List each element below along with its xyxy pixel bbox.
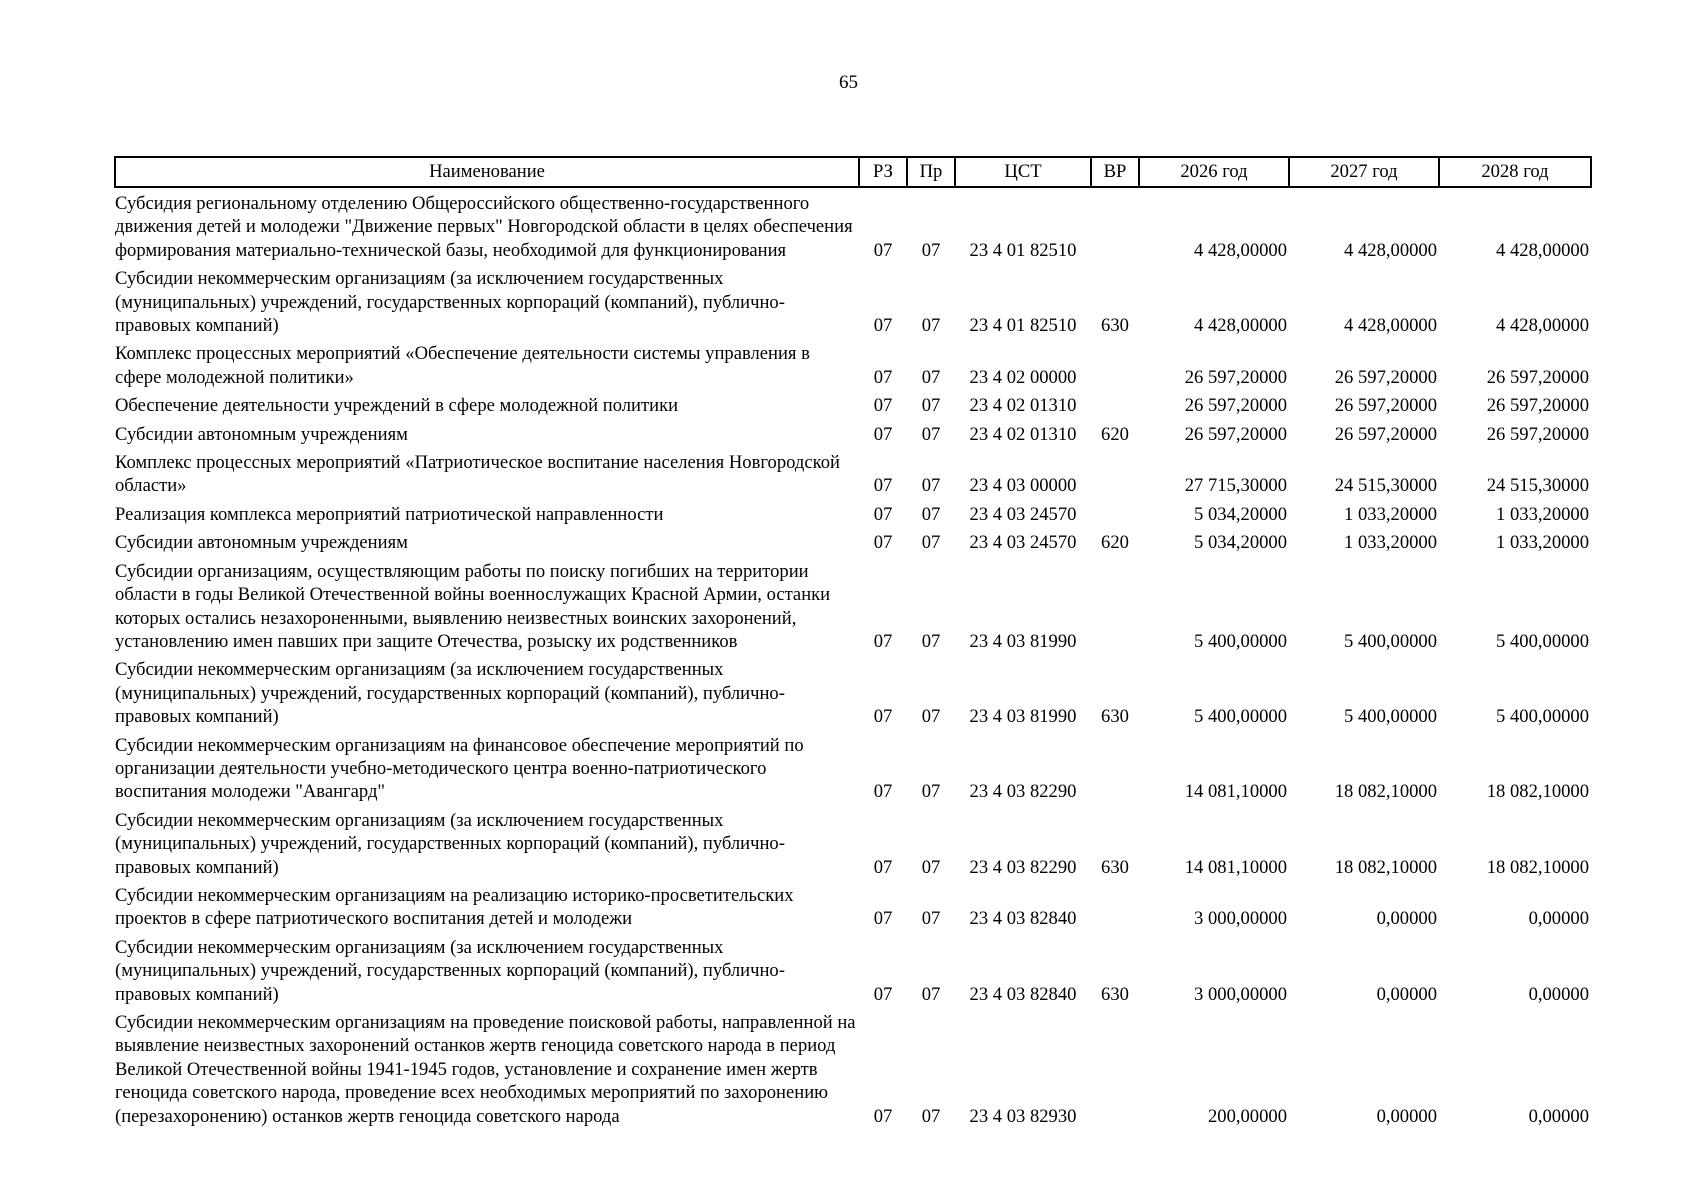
cell-rz: 07: [873, 366, 893, 388]
cell-name: Субсидии некоммерческим организациям на реализацию историко-просветительских проектов в сфере патриотического воспитания детей и молодежи: [115, 884, 794, 930]
cell-cst: 23 4 03 82840: [969, 983, 1077, 1005]
cell-vr: 620: [1101, 423, 1129, 445]
table-row: [115, 423, 1591, 451]
cell-pr: 07: [921, 239, 941, 261]
cell-rz: 07: [873, 706, 893, 728]
cell-cst: 23 4 03 81990: [969, 706, 1077, 728]
cell-pr: 07: [921, 908, 941, 930]
cell-2026: 3 000,00000: [1194, 908, 1287, 930]
cell-pr: 07: [921, 706, 941, 728]
cell-2026: 26 597,20000: [1184, 395, 1287, 417]
cell-2026: 3 000,00000: [1194, 983, 1287, 1005]
cell-2028: 26 597,20000: [1486, 395, 1589, 417]
cell-rz: 07: [873, 983, 893, 1005]
cell-2027: 26 597,20000: [1334, 366, 1437, 388]
table-row: [115, 451, 1591, 503]
cell-pr: 07: [921, 532, 941, 554]
cell-vr: [1091, 503, 1139, 531]
table-row: [115, 884, 1591, 936]
cell-2028: 18 082,10000: [1486, 781, 1589, 803]
cell-name: Субсидии некоммерческим организациям на финансовое обеспечение мероприятий по организации деятельности учебно-методического центра военно-патриотического воспитания молодежи "Авангард": [115, 734, 804, 803]
table-row: [115, 342, 1591, 394]
cell-rz: 07: [873, 395, 893, 417]
header-vr: ВР: [1091, 157, 1139, 187]
cell-rz: 07: [873, 475, 893, 497]
cell-rz: 07: [873, 781, 893, 803]
table-body: [115, 187, 1591, 1133]
cell-name: Субсидии некоммерческим организациям (за исключением государственных (муниципальных) учреждений, государственных корпораций (компаний), публично-правовых компаний): [115, 936, 785, 1005]
cell-cst: 23 4 03 82290: [969, 856, 1077, 878]
cell-name: Обеспечение деятельности учреждений в сфере молодежной политики: [115, 395, 679, 417]
cell-rz: 07: [873, 239, 893, 261]
cell-pr: 07: [921, 366, 941, 388]
cell-2026: 5 034,20000: [1194, 503, 1287, 525]
cell-vr: [1091, 394, 1139, 422]
cell-2027: 1 033,20000: [1344, 503, 1437, 525]
cell-2027: 18 082,10000: [1334, 781, 1437, 803]
header-name: Наименование: [115, 157, 859, 187]
cell-rz: 07: [873, 856, 893, 878]
cell-name: Субсидии некоммерческим организациям (за исключением государственных (муниципальных) учреждений, государственных корпораций (компаний), публично-правовых компаний): [115, 809, 785, 878]
table-header: [115, 157, 1591, 187]
cell-2028: 18 082,10000: [1486, 856, 1589, 878]
cell-2027: 1 033,20000: [1344, 532, 1437, 554]
cell-2027: 5 400,00000: [1344, 630, 1437, 652]
cell-pr: 07: [921, 1105, 941, 1127]
cell-2026: 27 715,30000: [1184, 475, 1287, 497]
cell-2028: 4 428,00000: [1496, 315, 1589, 337]
table-row: [115, 503, 1591, 531]
cell-2028: 0,00000: [1528, 1105, 1589, 1127]
table-row: [115, 394, 1591, 422]
table-row: [115, 936, 1591, 1011]
cell-cst: 23 4 01 82510: [969, 315, 1077, 337]
table-row: [115, 560, 1591, 659]
page-number: 65: [839, 72, 858, 93]
cell-name: Субсидии автономным учреждениям: [115, 423, 408, 445]
cell-rz: 07: [873, 908, 893, 930]
cell-2026: 200,00000: [1207, 1105, 1287, 1127]
cell-2028: 0,00000: [1528, 908, 1589, 930]
cell-2028: 0,00000: [1528, 983, 1589, 1005]
cell-2027: 26 597,20000: [1334, 423, 1437, 445]
cell-2026: 26 597,20000: [1184, 366, 1287, 388]
cell-pr: 07: [921, 395, 941, 417]
cell-rz: 07: [873, 1105, 893, 1127]
header-2028: 2028 год: [1439, 157, 1591, 187]
cell-2027: 18 082,10000: [1334, 856, 1437, 878]
cell-2026: 5 400,00000: [1194, 630, 1287, 652]
cell-name: Комплекс процессных мероприятий «Обеспечение деятельности системы управления в сфере молодежной политики»: [115, 343, 810, 388]
cell-vr: [1091, 884, 1139, 936]
cell-2028: 26 597,20000: [1486, 366, 1589, 388]
cell-vr: 620: [1101, 532, 1129, 554]
table-row: [115, 658, 1591, 733]
table-row: [115, 734, 1591, 809]
cell-rz: 07: [873, 532, 893, 554]
table-row: [115, 531, 1591, 559]
cell-name: Субсидии некоммерческим организациям на проведение поисковой работы, направленной на выявление неизвестных захоронений останков жертв геноцида советского народа в период Великой Отечественной войны 1941-1945 годов, установление и сохранение имен жертв геноцида советского народа, проведение всех необходимых мероприятий по захоронению (перезахоронению) останков жертв геноцида советского народа: [115, 1012, 856, 1127]
cell-pr: 07: [921, 630, 941, 652]
table-row: [115, 1011, 1591, 1133]
header-row: [115, 157, 1591, 187]
cell-vr: 630: [1101, 983, 1129, 1005]
cell-vr: 630: [1101, 315, 1129, 337]
cell-2027: 0,00000: [1376, 1105, 1437, 1127]
cell-pr: 07: [921, 503, 941, 525]
cell-vr: [1091, 1011, 1139, 1133]
header-rz: РЗ: [859, 157, 907, 187]
table-row: [115, 809, 1591, 884]
cell-2028: 4 428,00000: [1496, 239, 1589, 261]
cell-2028: 26 597,20000: [1486, 423, 1589, 445]
cell-vr: [1091, 734, 1139, 809]
cell-2026: 14 081,10000: [1184, 781, 1287, 803]
cell-name: Субсидия региональному отделению Общероссийского общественно-государственного движения детей и молодежи "Движение первых" Новгородской области в целях обеспечения формирования материально-технической базы, необходимой для функционирования: [115, 193, 853, 261]
cell-pr: 07: [921, 781, 941, 803]
cell-2027: 0,00000: [1376, 908, 1437, 930]
cell-pr: 07: [921, 983, 941, 1005]
cell-2028: 1 033,20000: [1496, 532, 1589, 554]
cell-name: Субсидии некоммерческим организациям (за исключением государственных (муниципальных) учреждений, государственных корпораций (компаний), публично-правовых компаний): [115, 659, 785, 728]
cell-cst: 23 4 01 82510: [969, 239, 1077, 261]
header-cst: ЦСТ: [955, 157, 1091, 187]
cell-2027: 4 428,00000: [1344, 239, 1437, 261]
cell-rz: 07: [873, 315, 893, 337]
cell-name: Субсидии автономным учреждениям: [115, 532, 408, 554]
cell-vr: [1091, 451, 1139, 503]
cell-rz: 07: [873, 423, 893, 445]
cell-rz: 07: [873, 503, 893, 525]
cell-vr: [1091, 560, 1139, 659]
table-row: [115, 267, 1591, 342]
cell-2026: 5 400,00000: [1194, 706, 1287, 728]
cell-2026: 14 081,10000: [1184, 856, 1287, 878]
cell-2028: 5 400,00000: [1496, 706, 1589, 728]
cell-2027: 4 428,00000: [1344, 315, 1437, 337]
cell-2026: 5 034,20000: [1194, 532, 1287, 554]
cell-vr: [1091, 342, 1139, 394]
cell-rz: 07: [873, 630, 893, 652]
budget-table: [114, 156, 1592, 1133]
cell-2028: 5 400,00000: [1496, 630, 1589, 652]
cell-vr: 630: [1101, 856, 1129, 878]
cell-cst: 23 4 03 81990: [969, 630, 1077, 652]
cell-2026: 26 597,20000: [1184, 423, 1287, 445]
cell-2027: 24 515,30000: [1334, 475, 1437, 497]
cell-name: Комплекс процессных мероприятий «Патриотическое воспитание населения Новгородской области»: [115, 452, 840, 497]
cell-cst: 23 4 02 01310: [969, 395, 1077, 417]
cell-2028: 1 033,20000: [1496, 503, 1589, 525]
cell-name: Субсидии организациям, осуществляющим работы по поиску погибших на территории области в годы Великой Отечественной войны военнослужащих Красной Армии, останки которых остались незахороненными, выявлению неизвестных воинских захоронений, установлению имен павших при защите Отечества, розыску их родственников: [115, 560, 831, 652]
header-pr: Пр: [907, 157, 955, 187]
cell-cst: 23 4 03 82930: [969, 1105, 1077, 1127]
cell-name: Реализация комплекса мероприятий патриотической направленности: [115, 503, 664, 525]
cell-2027: 0,00000: [1376, 983, 1437, 1005]
cell-cst: 23 4 03 82840: [969, 908, 1077, 930]
cell-2027: 5 400,00000: [1344, 706, 1437, 728]
cell-cst: 23 4 03 00000: [969, 475, 1077, 497]
cell-cst: 23 4 02 01310: [969, 423, 1077, 445]
cell-pr: 07: [921, 475, 941, 497]
cell-2026: 4 428,00000: [1194, 315, 1287, 337]
cell-name: Субсидии некоммерческим организациям (за исключением государственных (муниципальных) учреждений, государственных корпораций (компаний), публично-правовых компаний): [115, 268, 785, 337]
cell-2026: 4 428,00000: [1194, 239, 1287, 261]
cell-pr: 07: [921, 423, 941, 445]
cell-cst: 23 4 03 24570: [969, 532, 1077, 554]
cell-pr: 07: [921, 856, 941, 878]
cell-cst: 23 4 03 24570: [969, 503, 1077, 525]
cell-vr: 630: [1101, 706, 1129, 728]
header-2027: 2027 год: [1289, 157, 1439, 187]
cell-vr: [1091, 187, 1139, 267]
cell-cst: 23 4 03 82290: [969, 781, 1077, 803]
table-row: [115, 187, 1591, 267]
cell-2028: 24 515,30000: [1486, 475, 1589, 497]
cell-pr: 07: [921, 315, 941, 337]
header-2026: 2026 год: [1139, 157, 1289, 187]
cell-cst: 23 4 02 00000: [969, 366, 1077, 388]
cell-2027: 26 597,20000: [1334, 395, 1437, 417]
